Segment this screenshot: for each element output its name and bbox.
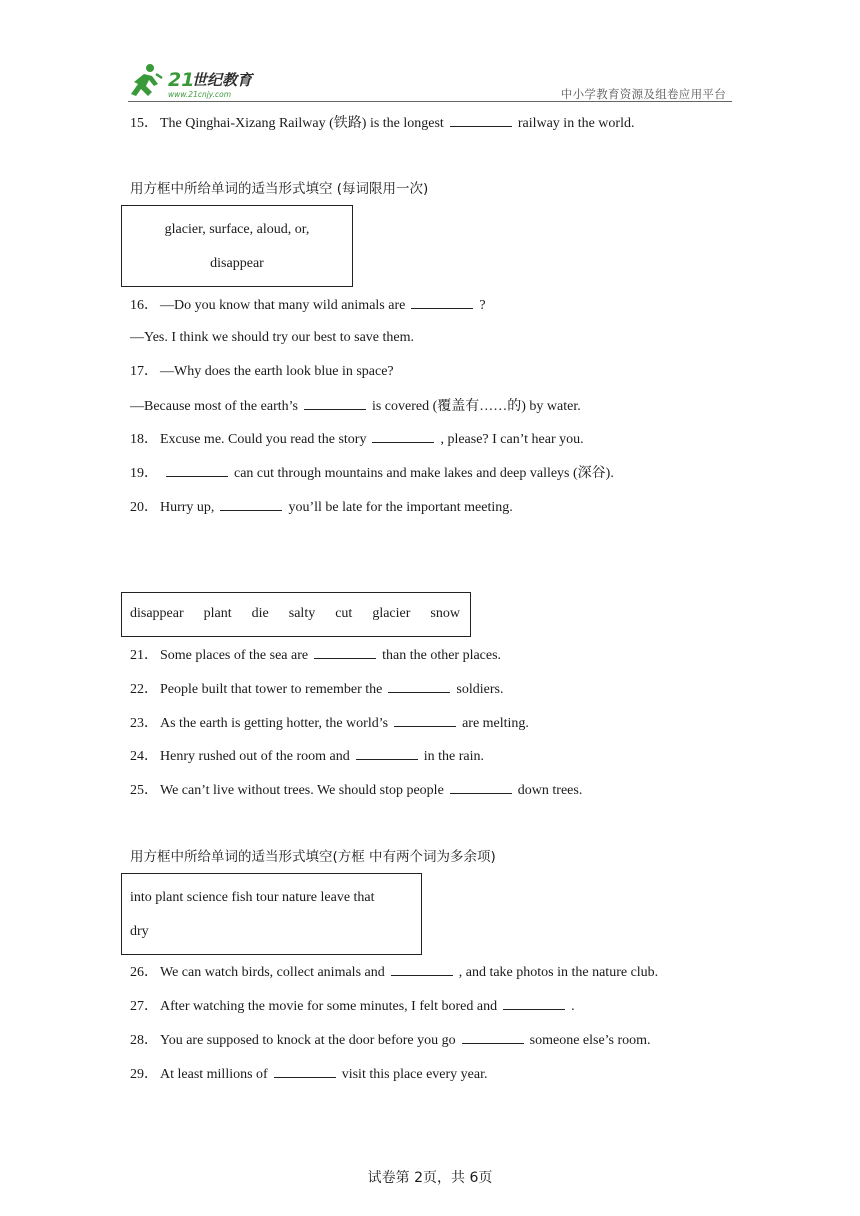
question-21 [130, 646, 501, 665]
question-15 [130, 114, 634, 133]
answer-blank[interactable] [304, 397, 366, 410]
question-number: 16． [130, 298, 158, 313]
word-bank-box-3 [121, 873, 422, 955]
question-text: is covered (覆盖有……的) by water. [371, 399, 581, 414]
question-text: in the rain. [423, 749, 484, 764]
answer-blank[interactable] [388, 680, 450, 693]
answer-blank[interactable] [450, 781, 512, 794]
question-number: 21． [130, 648, 158, 663]
question-text: We can watch birds, collect animals and [160, 965, 385, 980]
page-header [128, 62, 732, 102]
question-text: At least millions of [160, 1067, 268, 1082]
answer-blank[interactable] [166, 464, 228, 477]
question-number: 18． [130, 432, 158, 447]
svg-text:世纪教育: 世纪教育 [192, 71, 253, 89]
question-text: —Why does the earth look blue in space? [160, 364, 394, 379]
word-bank-line: glacier, surface, aloud, or, [164, 222, 310, 237]
question-text: , and take photos in the nature club. [458, 965, 659, 980]
word-bank-word: cut [335, 606, 353, 621]
question-22 [130, 680, 503, 699]
question-text: The Qinghai-Xizang Railway (铁路) is the longest [160, 116, 444, 131]
answer-blank[interactable] [450, 114, 512, 127]
word-bank-box-2 [121, 592, 471, 637]
answer-blank[interactable] [411, 296, 473, 309]
question-text: are melting. [462, 716, 529, 731]
question-16-response: —Yes. I think we should try our best to save them. [130, 330, 414, 345]
svg-text:www.21cnjy.com: www.21cnjy.com [168, 90, 232, 99]
word-bank-line: disappear [210, 256, 264, 271]
question-number: 15． [130, 116, 158, 131]
word-bank-line: dry [130, 924, 149, 939]
question-text: . [571, 999, 575, 1014]
question-text: visit this place every year. [341, 1067, 488, 1082]
question-17 [130, 363, 394, 381]
question-24 [130, 747, 484, 766]
answer-blank[interactable] [356, 747, 418, 760]
question-25 [130, 781, 582, 800]
question-16 [130, 296, 486, 315]
question-number: 20． [130, 500, 158, 515]
question-text: As the earth is getting hotter, the world’s [160, 716, 389, 731]
answer-blank[interactable] [394, 714, 456, 727]
header-divider [128, 101, 732, 102]
svg-text:21: 21 [168, 69, 195, 91]
question-text: soldiers. [456, 682, 504, 697]
question-text: , please? I can’t hear you. [440, 432, 584, 447]
runner-logo-icon [128, 62, 268, 102]
question-number: 17． [130, 364, 158, 379]
question-28 [130, 1031, 651, 1050]
question-text: Some places of the sea are [160, 648, 309, 663]
word-bank-line: into plant science fish tour nature leave that [130, 890, 375, 905]
word-bank-word: snow [430, 606, 460, 621]
logo [128, 62, 268, 102]
word-bank-box-1 [121, 205, 353, 287]
question-number: 19． [130, 466, 158, 481]
question-text: Excuse me. Could you read the story [160, 432, 367, 447]
question-26 [130, 963, 658, 982]
question-number: 23． [130, 716, 158, 731]
answer-blank[interactable] [314, 646, 376, 659]
question-text: railway in the world. [517, 116, 635, 131]
word-bank-word: salty [288, 606, 316, 621]
word-bank-words [130, 606, 460, 622]
answer-blank[interactable] [220, 498, 282, 511]
question-text: down trees. [517, 783, 583, 798]
question-18 [130, 430, 584, 449]
question-number: 29． [130, 1067, 158, 1082]
section3-instruction: 用方框中所给单词的适当形式填空(方框 中有两个词为多余项) [130, 849, 496, 865]
word-bank-word: die [251, 606, 269, 621]
question-20 [130, 498, 513, 517]
question-text: can cut through mountains and make lakes and deep valleys (深谷). [234, 466, 614, 481]
question-text: After watching the movie for some minutes, I felt bored and [160, 999, 498, 1014]
question-text: You are supposed to knock at the door before you go [160, 1033, 456, 1048]
question-number: 26． [130, 965, 158, 980]
question-text: We can’t live without trees. We should stop people [160, 783, 444, 798]
answer-blank[interactable] [391, 963, 453, 976]
question-23 [130, 714, 529, 733]
page-footer: 试卷第 2页，共 6页 [367, 1170, 493, 1186]
question-27 [130, 997, 575, 1016]
question-number: 28． [130, 1033, 158, 1048]
question-17-response [130, 397, 581, 416]
question-19 [130, 464, 614, 483]
question-text: —Do you know that many wild animals are [160, 298, 406, 313]
answer-blank[interactable] [462, 1031, 524, 1044]
question-number: 27． [130, 999, 158, 1014]
site-tagline: 中小学教育资源及组卷应用平台 [560, 87, 726, 101]
question-number: 25． [130, 783, 158, 798]
question-text: ? [479, 298, 486, 313]
section1-instruction: 用方框中所给单词的适当形式填空 (每词限用一次) [130, 181, 429, 197]
word-bank-word: disappear [130, 606, 184, 621]
answer-blank[interactable] [372, 430, 434, 443]
question-text: —Because most of the earth’s [130, 399, 298, 414]
question-number: 24． [130, 749, 158, 764]
question-text: People built that tower to remember the [160, 682, 383, 697]
word-bank-word: glacier [372, 606, 411, 621]
question-text: you’ll be late for the important meeting. [288, 500, 513, 515]
question-text: Henry rushed out of the room and [160, 749, 350, 764]
answer-blank[interactable] [503, 997, 565, 1010]
question-text: someone else’s room. [529, 1033, 651, 1048]
question-29 [130, 1065, 488, 1084]
question-text: Hurry up, [160, 500, 215, 515]
answer-blank[interactable] [274, 1065, 336, 1078]
question-text: than the other places. [382, 648, 502, 663]
question-number: 22． [130, 682, 158, 697]
word-bank-word: plant [203, 606, 232, 621]
